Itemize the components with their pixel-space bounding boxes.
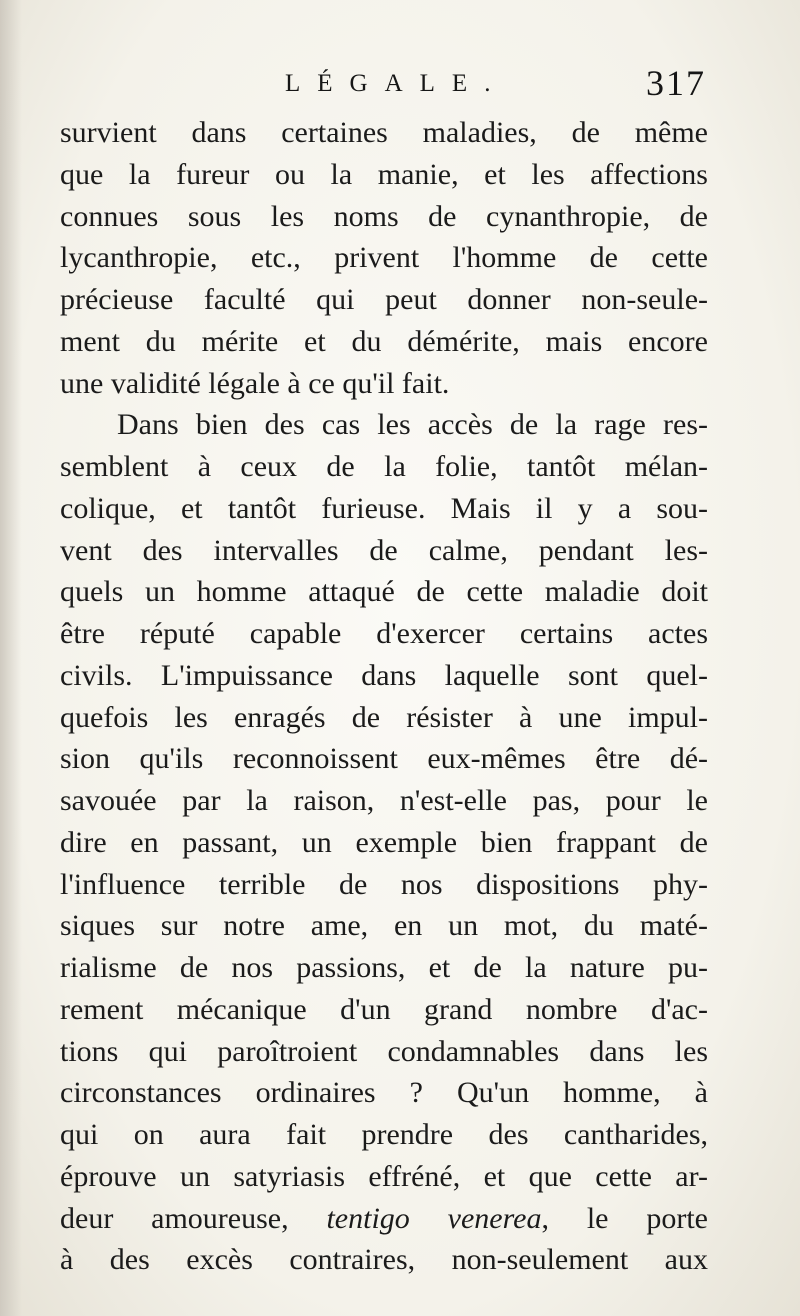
text-line: rement mécanique d'un grand nombre d'ac-	[60, 992, 708, 1026]
text-line: vent des intervalles de calme, pendant les-	[60, 533, 708, 567]
text-line: survient dans certaines maladies, de même	[60, 116, 708, 149]
text-line: éprouve un satyriasis effréné, et que cette ar-	[60, 1159, 708, 1193]
paragraph-start-line: Dans bien des cas les accès de la rage res-	[117, 408, 708, 442]
text-segment: deur amoureuse,	[60, 1201, 327, 1235]
running-head-title: LÉGALE.	[285, 70, 508, 97]
text-line: rialisme de nos passions, et de la nature pu-	[60, 951, 708, 984]
text-line: quels un homme attaqué de cette maladie doit	[60, 575, 708, 609]
text-line: siques sur notre ame, en un mot, du maté-	[60, 909, 708, 943]
text-line: quefois les enragés de résister à une impul-	[60, 700, 708, 734]
text-line: une validité légale à ce qu'il fait.	[60, 366, 450, 400]
text-line: savouée par la raison, n'est-elle pas, pour le	[60, 784, 708, 817]
text-line: être réputé capable d'exercer certains actes	[60, 617, 708, 650]
text-line: lycanthropie, etc., privent l'homme de cette	[60, 241, 708, 275]
body-text	[60, 112, 708, 1281]
text-line: tions qui paroîtroient condamnables dans les	[60, 1034, 708, 1068]
page-number: 317	[646, 63, 706, 103]
text-line: semblent à ceux de la folie, tantôt mélan-	[60, 450, 708, 483]
text-line: dire en passant, un exemple bien frappant de	[60, 825, 708, 859]
text-line: sion qu'ils reconnoissent eux-mêmes être dé-	[60, 742, 708, 776]
page-gutter-shadow	[0, 0, 22, 1316]
running-head	[60, 62, 710, 112]
text-line: ment du mérite et du démérite, mais encore	[60, 324, 708, 358]
text-line: qui on aura fait prendre des cantharides,	[60, 1118, 708, 1151]
text-line: à des excès contraires, non-seulement aux	[60, 1243, 708, 1277]
text-line: précieuse faculté qui peut donner non-seule-	[60, 283, 708, 316]
text-line-with-italic	[60, 1198, 708, 1240]
text-segment: , le porte	[541, 1201, 708, 1235]
text-line: civils. L'impuissance dans laquelle sont quel-	[60, 658, 708, 692]
latin-italic-phrase: tentigo venerea	[326, 1201, 542, 1235]
text-line: circonstances ordinaires ? Qu'un homme, à	[60, 1076, 708, 1110]
text-line: que la fureur ou la manie, et les affections	[60, 157, 708, 191]
text-line: connues sous les noms de cynanthropie, de	[60, 199, 708, 233]
text-line: l'influence terrible de nos dispositions phy-	[60, 867, 708, 901]
text-line: colique, et tantôt furieuse. Mais il y a sou-	[60, 491, 708, 525]
